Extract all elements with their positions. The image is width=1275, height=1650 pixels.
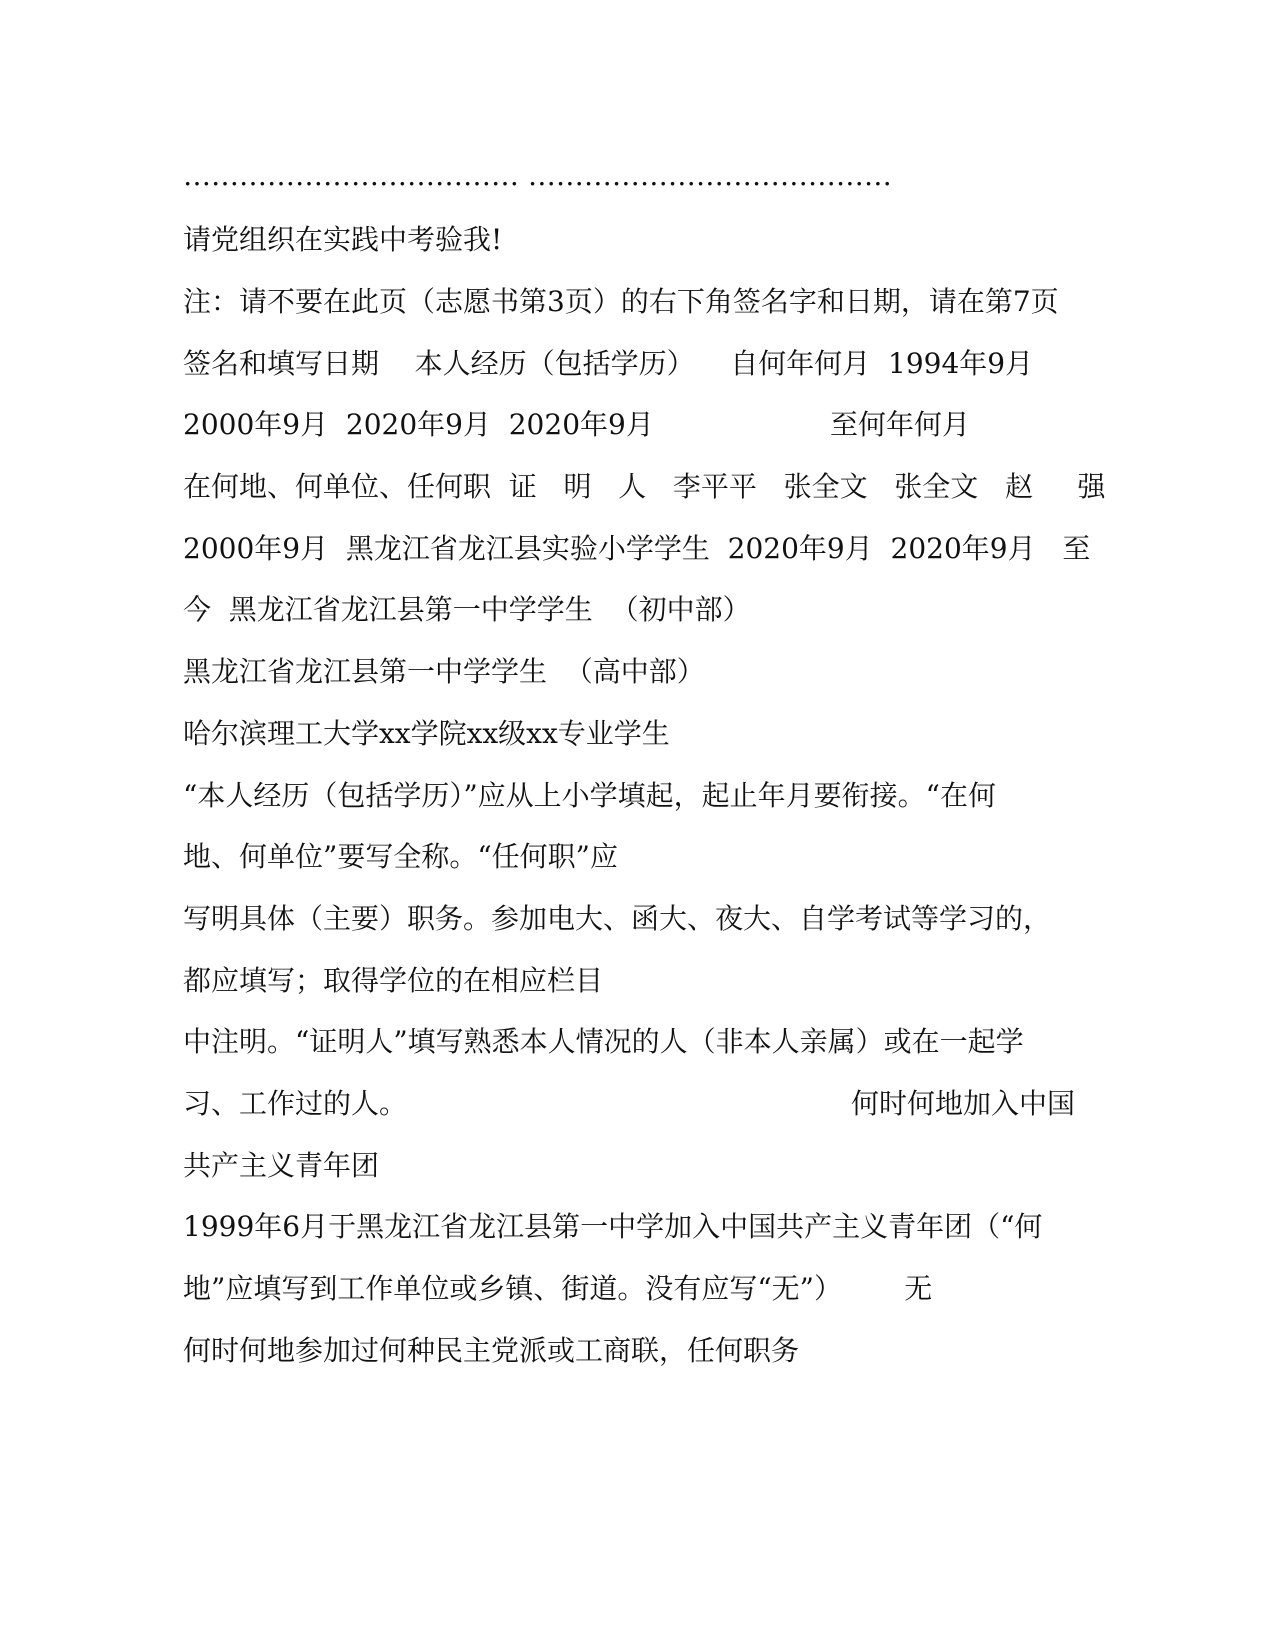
- text-line: 习、工作过的人。: [183, 1087, 408, 1120]
- text-line: 中注明。“证明人”填写熟悉本人情况的人（非本人亲属）或在一起学: [183, 1025, 1024, 1058]
- text-line: 今 黑龙江省龙江县第一中学学生 （初中部）: [183, 593, 751, 626]
- text-line: 在何地、何单位、任何职 证 明 人 李平平 张全文 张全文 赵 强: [183, 470, 1106, 503]
- text-line: 请党组织在实践中考验我!: [183, 223, 503, 256]
- text-line: 都应填写；取得学位的在相应栏目: [183, 964, 604, 997]
- text-line: “本人经历（包括学历）”应从上小学填起，起止年月要衔接。“在何: [183, 779, 996, 812]
- text-line: 1999年6月于黑龙江省龙江县第一中学加入中国共产主义青年团（“何: [183, 1210, 1043, 1243]
- text-line: 地、何单位”要写全称。“任何职”应: [183, 840, 618, 873]
- text-line: 2000年9月 黑龙江省龙江县实验小学学生 2020年9月 2020年9月 至: [183, 532, 1091, 565]
- text-line: 写明具体（主要）职务。参加电大、函大、夜大、自学考试等学习的，: [183, 902, 1052, 935]
- text-line: 何时何地加入中国: [850, 1087, 1075, 1120]
- text-line: 哈尔滨理工大学xx学院xx级xx专业学生: [183, 717, 670, 750]
- text-line: 何时何地参加过何种民主党派或工商联，任何职务: [183, 1334, 800, 1367]
- text-line: 共产主义青年团: [183, 1149, 380, 1182]
- text-line: 2000年9月 2020年9月 2020年9月: [183, 408, 654, 441]
- text-line: 注：请不要在此页（志愿书第3页）的右下角签名字和日期，请在第7页: [183, 285, 1059, 318]
- text-line: 签名和填写日期 本人经历（包括学历） 自何年何月 1994年9月: [183, 347, 1034, 380]
- text-line: 地”应填写到工作单位或乡镇、街道。没有应写“无”） 无: [183, 1272, 933, 1305]
- text-line: 至何年何月: [830, 408, 971, 441]
- text-line: 黑龙江省龙江县第一中学学生 （高中部）: [183, 655, 705, 688]
- dotted-separator: ……………………………… …………………………………: [183, 159, 892, 192]
